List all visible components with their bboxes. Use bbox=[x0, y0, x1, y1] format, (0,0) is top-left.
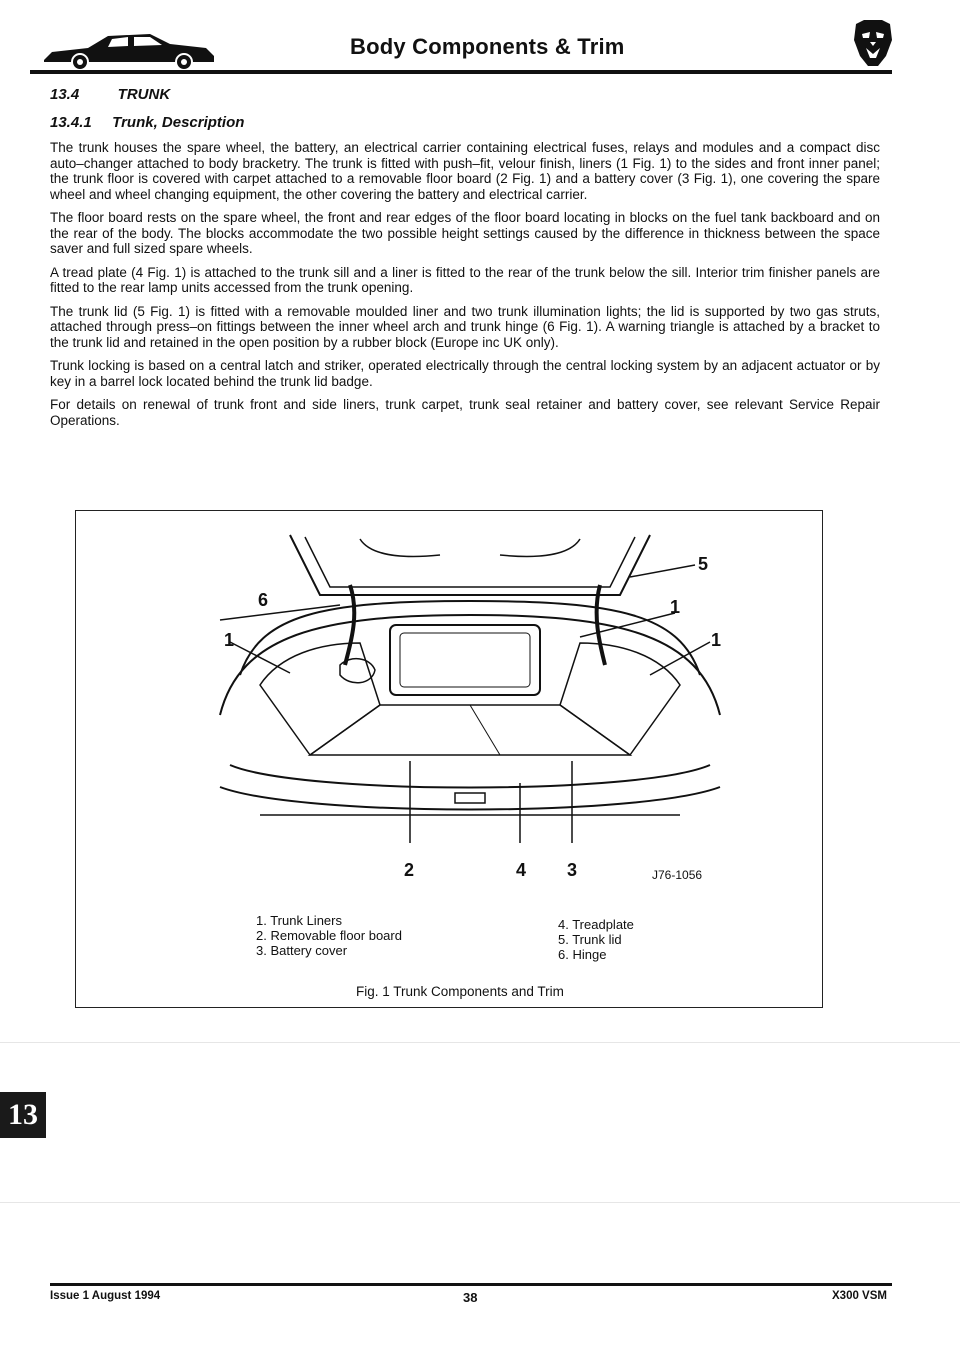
figure-legend-left bbox=[256, 913, 402, 958]
legend-item: 4. Treadplate bbox=[558, 917, 634, 932]
paragraph: For details on renewal of trunk front and side liners, trunk carpet, trunk seal retainer and battery cover, see relevant Service Repair Operations. bbox=[50, 397, 880, 428]
callout-label: 4 bbox=[516, 860, 527, 880]
car-silhouette-icon bbox=[38, 22, 218, 70]
paragraph: Trunk locking is based on a central latch and striker, operated electrically through the central locking system by an adjacent actuator or by key in a barrel lock located behind the trunk lid badge. bbox=[50, 358, 880, 389]
legend-item: 3. Battery cover bbox=[256, 943, 348, 958]
legend-item: 2. Removable floor board bbox=[256, 928, 402, 943]
footer-page-number: 38 bbox=[463, 1290, 478, 1305]
figure-ref-code: J76-1056 bbox=[652, 868, 703, 882]
description-text bbox=[50, 140, 880, 436]
scan-artifact-line bbox=[0, 1202, 960, 1203]
footer-manual-code: X300 VSM bbox=[832, 1290, 887, 1302]
callout-label: 5 bbox=[698, 554, 709, 574]
page-title: Body Components & Trim bbox=[350, 34, 625, 59]
legend-item: 1. Trunk Liners bbox=[256, 913, 342, 928]
callout-label: 6 bbox=[258, 590, 269, 610]
header-rule bbox=[30, 70, 892, 74]
footer-rule bbox=[50, 1283, 892, 1286]
section-title: TRUNK bbox=[117, 86, 171, 103]
subsection-number: 13.4.1 bbox=[50, 114, 92, 131]
footer-issue: Issue 1 August 1994 bbox=[50, 1290, 161, 1302]
callout-label: 2 bbox=[404, 860, 415, 880]
scan-artifact-line bbox=[0, 1042, 960, 1043]
trunk-illustration bbox=[200, 525, 740, 865]
subsection-heading bbox=[50, 114, 244, 132]
legend-item: 5. Trunk lid bbox=[558, 932, 622, 947]
section-number: 13.4 bbox=[50, 86, 80, 103]
paragraph: The floor board rests on the spare wheel, the front and rear edges of the floor board locating in blocks on the fuel tank backboard and on the rear of the body. The blocks accommodate the two possible height settings caused by the difference in thickness between the space saver and full sized spare wheels. bbox=[50, 210, 880, 256]
paragraph: A tread plate (4 Fig. 1) is attached to the trunk sill and a liner is fitted to the rear of the trunk below the sill. Interior trim finisher panels are fitted to the rear lamp units accessed from the trunk opening. bbox=[50, 264, 880, 295]
callout-label: 1 bbox=[711, 630, 722, 650]
subsection-title: Trunk, Description bbox=[112, 114, 245, 131]
section-heading bbox=[50, 86, 170, 104]
figure-caption: Fig. 1 Trunk Components and Trim bbox=[356, 984, 564, 999]
callout-label: 3 bbox=[567, 860, 578, 880]
paragraph: The trunk lid (5 Fig. 1) is fitted with a removable moulded liner and two trunk illumination lights; the lid is supported by two gas struts, attached through press–on fittings between the inner wheel arch and trunk hinge (6 Fig. 1). A warning triangle is attached by a bracket to the trunk lid and retained in the open position by a rubber block (Europe inc UK only). bbox=[50, 303, 880, 350]
figure-legend-right bbox=[558, 917, 634, 962]
paragraph: The trunk houses the spare wheel, the battery, an electrical carrier containing electrical fuses, relays and modules and a compact disc auto–changer attached to body bracketry. The trunk is fitted with push–fit, velour finish, liners (1 Fig. 1) to the sides and front inner panel; the trunk floor is covered with carpet attached to a removable floor board (2 Fig. 1) and a battery cover (3 Fig. 1), one covering the spare wheel and wheel changing equipment, the other covering the battery and electrical carrier. bbox=[50, 140, 880, 202]
callout-label: 1 bbox=[224, 630, 235, 650]
chapter-tab: 13 bbox=[0, 1092, 46, 1138]
legend-item: 6. Hinge bbox=[558, 947, 607, 962]
callout-label: 1 bbox=[670, 597, 681, 617]
jaguar-head-logo-icon bbox=[852, 18, 894, 70]
